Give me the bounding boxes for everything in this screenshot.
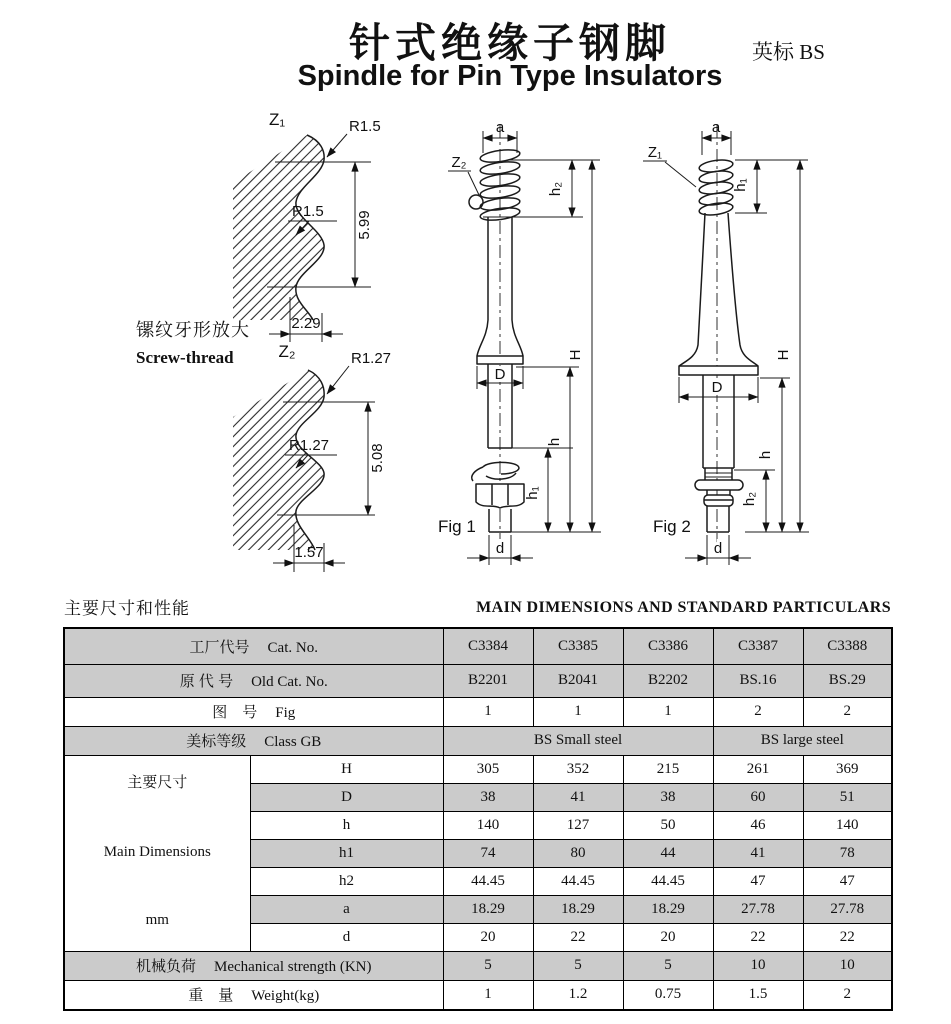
main-dimensions-label-zh: 主要尺寸 [127, 774, 188, 791]
dim-z2-radius-mid: R1.27 [289, 437, 330, 454]
figure-2-caption: Fig 2 [653, 517, 691, 536]
class-group-large: BS large steel [713, 726, 892, 755]
table-cell: C3384 [443, 628, 533, 664]
table-cell: 47 [803, 867, 892, 895]
mechanical-strength-label-zh: 机械负荷 [136, 958, 197, 975]
table-cell: B2201 [443, 664, 533, 697]
figure-1-drawing [438, 119, 601, 565]
thread-profile-z1 [233, 110, 381, 342]
dim-z1-pitch: 5.99 [356, 210, 373, 240]
table-cell: BS.29 [803, 664, 892, 697]
section-title-chinese: 主要尺寸和性能 [64, 599, 190, 618]
table-cell: 2 [803, 697, 892, 726]
fig2-dim-a: a [711, 119, 721, 136]
fig1-dim-h2: h₂ [547, 181, 564, 197]
table-cell: 80 [533, 839, 623, 867]
table-cell: 369 [803, 755, 892, 783]
table-cell: 10 [803, 951, 892, 980]
dim-z2-pitch: 5.08 [369, 443, 386, 473]
fig1-thread-ref-label: Z₂ [451, 154, 467, 171]
table-cell: 47 [713, 867, 803, 895]
thread-note-chinese: 镙纹牙形放大 [136, 320, 250, 340]
weight-label-en: Weight(kg) [251, 988, 320, 1005]
table-cell: 27.78 [713, 895, 803, 923]
fig1-dim-D: D [494, 366, 506, 383]
page-title-english: Spindle for Pin Type Insulators [297, 60, 723, 92]
fig1-dim-h1: h₁ [524, 486, 541, 500]
table-cell: 44.45 [443, 867, 533, 895]
fig1-dim-h: h [546, 437, 563, 447]
main-dimensions-label-en: Main Dimensions [103, 843, 211, 860]
table-cell: BS.16 [713, 664, 803, 697]
table-cell: 51 [803, 783, 892, 811]
table-cell: B2041 [533, 664, 623, 697]
weight-label-zh: 重 量 [188, 987, 234, 1005]
class-label-en: Class GB [264, 734, 322, 750]
figure-2-drawing [643, 119, 809, 565]
dim-z1-radius-mid: R1.5 [292, 203, 324, 220]
class-label-zh: 美标等级 [186, 733, 247, 750]
main-dimensions-unit: mm [145, 912, 169, 928]
old-cat-no-label-zh: 原 代 号 [179, 673, 234, 690]
table-cell: 352 [533, 755, 623, 783]
dim-name: H [250, 755, 443, 783]
fig2-thread-ref-label: Z₁ [647, 144, 663, 161]
table-cell: 140 [803, 811, 892, 839]
row-class [64, 726, 892, 755]
row-mechanical-strength [64, 951, 892, 980]
table-cell: 1 [533, 697, 623, 726]
table-cell: 215 [623, 755, 713, 783]
table-cell: 50 [623, 811, 713, 839]
dim-z2-width: 1.57 [294, 544, 324, 561]
dim-name: h [250, 811, 443, 839]
table-cell: C3385 [533, 628, 623, 664]
mechanical-strength-label-en: Mechanical strength (KN) [214, 959, 372, 975]
weight-label [64, 980, 443, 1010]
fig2-dim-h: h [757, 450, 774, 460]
table-cell: C3386 [623, 628, 713, 664]
fig1-dim-a: a [495, 119, 505, 136]
table-cell: 20 [443, 923, 533, 951]
table-cell: 5 [623, 951, 713, 980]
old-cat-no-label-en: Old Cat. No. [251, 674, 328, 690]
section-title-english: MAIN DIMENSIONS AND STANDARD PARTICULARS [476, 599, 891, 616]
table-cell: 44.45 [533, 867, 623, 895]
table-cell: 22 [803, 923, 892, 951]
table-cell: 38 [623, 783, 713, 811]
row-dim-H [64, 755, 892, 783]
table-cell: 1.2 [533, 980, 623, 1010]
table-cell: 127 [533, 811, 623, 839]
table-cell: 18.29 [533, 895, 623, 923]
cat-no-label-en: Cat. No. [267, 639, 318, 656]
fig1-dim-H: H [567, 349, 584, 361]
profile-z2-label: Z₂ [278, 342, 296, 361]
table-cell: 78 [803, 839, 892, 867]
table-cell: 41 [533, 783, 623, 811]
profile-z1-label: Z₁ [268, 110, 286, 129]
cat-no-label-zh: 工厂代号 [189, 638, 250, 656]
table-cell: 2 [803, 980, 892, 1010]
fig-label [64, 697, 443, 726]
table-cell: 22 [533, 923, 623, 951]
table-cell: 60 [713, 783, 803, 811]
fig2-dim-h1: h₁ [732, 178, 749, 192]
mechanical-strength-label [64, 951, 443, 980]
dim-z1-width: 2.29 [291, 315, 321, 332]
class-label [64, 726, 443, 755]
table-cell: 5 [443, 951, 533, 980]
table-cell: 1 [443, 980, 533, 1010]
table-cell: 5 [533, 951, 623, 980]
table-cell: 305 [443, 755, 533, 783]
dim-name: h1 [250, 839, 443, 867]
table-cell: 2 [713, 697, 803, 726]
table-cell: 74 [443, 839, 533, 867]
table-cell: 38 [443, 783, 533, 811]
dim-name: h2 [250, 867, 443, 895]
fig1-dim-d: d [495, 540, 505, 557]
table-cell: 20 [623, 923, 713, 951]
table-cell: 18.29 [623, 895, 713, 923]
table-cell: 140 [443, 811, 533, 839]
dim-name: a [250, 895, 443, 923]
table-cell: 41 [713, 839, 803, 867]
table-cell: 44.45 [623, 867, 713, 895]
table-cell: 46 [713, 811, 803, 839]
fig-label-en: Fig [275, 705, 296, 721]
class-group-small: BS Small steel [443, 726, 713, 755]
dim-name: D [250, 783, 443, 811]
fig-label-zh: 图 号 [212, 704, 258, 721]
row-weight [64, 980, 892, 1010]
fig2-dim-D: D [711, 379, 723, 396]
dim-z2-radius-top: R1.27 [351, 350, 392, 367]
table-cell: 0.75 [623, 980, 713, 1010]
old-cat-no-label [64, 664, 443, 697]
fig2-dim-H: H [775, 349, 792, 361]
table-cell: 1 [443, 697, 533, 726]
fig2-dim-d: d [713, 540, 723, 557]
table-cell: C3387 [713, 628, 803, 664]
row-cat-no [64, 628, 892, 664]
table-cell: 44 [623, 839, 713, 867]
thread-profile-z2 [233, 342, 391, 572]
page-title-chinese: 针式绝缘子钢脚 [349, 20, 671, 66]
figure-1-caption: Fig 1 [438, 517, 476, 536]
dim-name: d [250, 923, 443, 951]
row-fig [64, 697, 892, 726]
table-cell: 10 [713, 951, 803, 980]
row-old-cat-no [64, 664, 892, 697]
table-cell: C3388 [803, 628, 892, 664]
thread-note-english: Screw-thread [136, 348, 234, 367]
dim-z1-radius-top: R1.5 [349, 118, 381, 135]
standard-label: 英标 BS [752, 40, 825, 64]
table-cell: 1 [623, 697, 713, 726]
table-cell: 22 [713, 923, 803, 951]
table-cell: 18.29 [443, 895, 533, 923]
cat-no-label [64, 628, 443, 664]
table-cell: 261 [713, 755, 803, 783]
dimensions-table [63, 627, 893, 1011]
main-dimensions-label [64, 755, 250, 951]
table-cell: 1.5 [713, 980, 803, 1010]
table-cell: 27.78 [803, 895, 892, 923]
fig2-dim-h2: h₂ [741, 491, 758, 507]
table-cell: B2202 [623, 664, 713, 697]
